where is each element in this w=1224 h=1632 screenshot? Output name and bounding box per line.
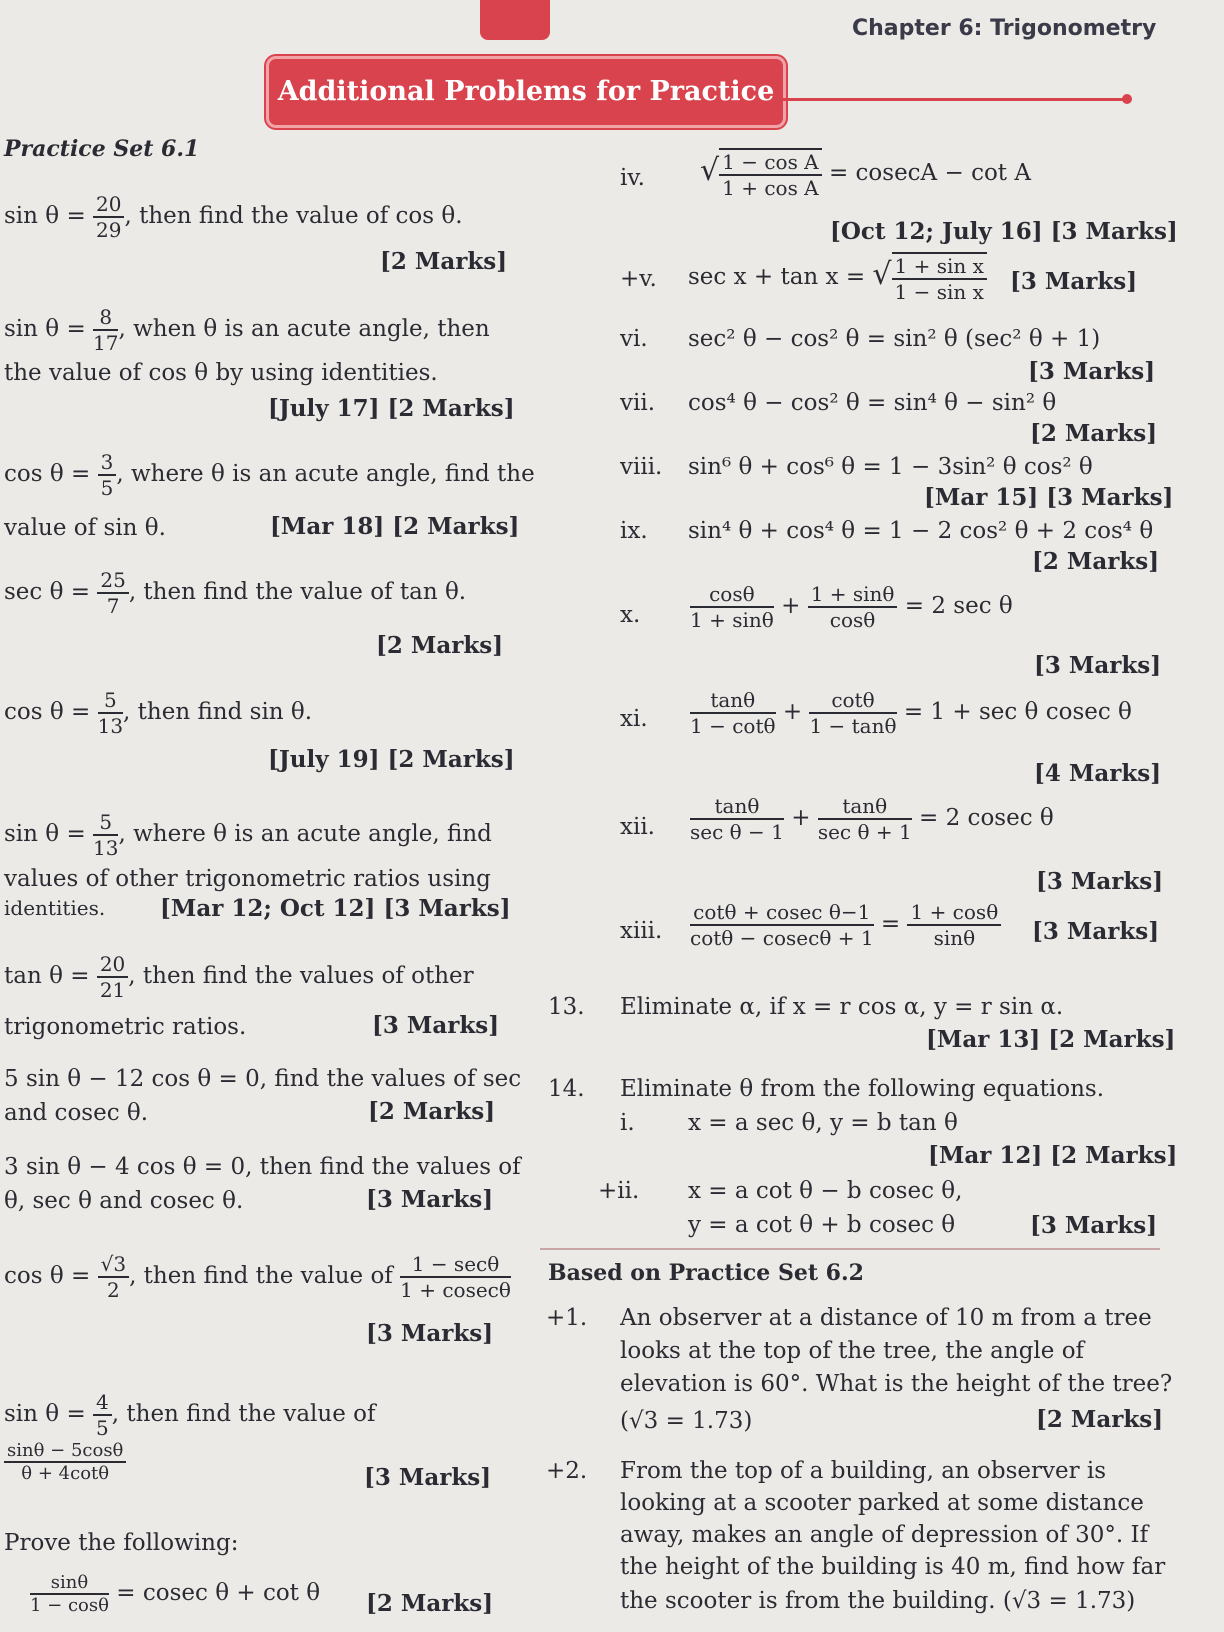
r-xi-eq xyxy=(690,688,1132,738)
r-xiii-frac2 xyxy=(907,900,1001,950)
q6-line3: identities. xyxy=(4,896,106,920)
q11-expr-num: sinθ − 5cosθ xyxy=(4,1440,126,1463)
r-xii-rhs: = 2 cosec θ xyxy=(919,805,1054,831)
q11-den: 5 xyxy=(96,1416,109,1440)
q7-line2: trigonometric ratios. xyxy=(4,1014,247,1040)
q1-num: 20 xyxy=(93,192,124,218)
q6 xyxy=(4,810,492,860)
r-xi-d2: 1 − tanθ xyxy=(809,714,897,738)
q11-marks: [3 Marks] xyxy=(364,1464,492,1491)
q5-fraction xyxy=(98,688,123,738)
q1-fraction xyxy=(93,192,124,242)
q11-text: , then find the value of xyxy=(111,1401,376,1427)
q12-marks: [2 Marks] xyxy=(366,1590,494,1617)
r-xii-d2: sec θ + 1 xyxy=(817,820,912,844)
banner-text: Additional Problems for Practice xyxy=(277,76,775,107)
p1-line2: looks at the top of the tree, the angle of xyxy=(620,1338,1085,1364)
r-xi-n2: cotθ xyxy=(809,688,896,714)
q9-marks: [3 Marks] xyxy=(366,1186,494,1213)
r-x-d1: 1 + sinθ xyxy=(690,608,774,632)
q14-i-label: i. xyxy=(620,1110,635,1136)
p1-line4: (√3 = 1.73) xyxy=(620,1408,753,1434)
r-xii-label: xii. xyxy=(620,814,655,840)
r-x-n1: cosθ xyxy=(690,582,774,608)
q3-text: , where θ is an acute angle, find the xyxy=(116,461,535,487)
r-x-n2: 1 + sinθ xyxy=(808,582,898,608)
q14-ii-eq1: x = a cot θ − b cosec θ, xyxy=(688,1178,963,1204)
q12-fraction xyxy=(30,1572,109,1616)
q2 xyxy=(4,305,490,355)
q6-lhs: sin θ = xyxy=(4,821,86,847)
p1-line1: An observer at a distance of 10 m from a tree xyxy=(620,1305,1152,1331)
r-viii-label: viii. xyxy=(620,454,663,480)
q2-lhs: sin θ = xyxy=(4,316,86,342)
q11-num: 4 xyxy=(93,1390,112,1416)
r-x-rhs: = 2 sec θ xyxy=(904,593,1013,619)
r-xii-d1: sec θ − 1 xyxy=(690,820,784,844)
p1-line3: elevation is 60°. What is the height of the tree? xyxy=(620,1371,1173,1397)
r-xiii-n2: 1 + cosθ xyxy=(907,900,1001,926)
r-xii-n1: tanθ xyxy=(690,794,784,820)
q11 xyxy=(4,1390,376,1440)
chapter-title: Chapter 6: Trigonometry xyxy=(852,16,1157,41)
q7-marks: [3 Marks] xyxy=(372,1012,500,1039)
q7-num: 20 xyxy=(97,952,128,978)
q2-marks: [July 17] [2 Marks] xyxy=(268,395,515,422)
q10-expr-num: 1 − secθ xyxy=(400,1252,511,1278)
q4-fraction xyxy=(97,568,128,618)
q12 xyxy=(30,1572,320,1616)
q10-expr-den: 1 + cosecθ xyxy=(400,1278,511,1302)
practice-set-6-2-heading: Based on Practice Set 6.2 xyxy=(548,1260,864,1286)
banner-rule xyxy=(780,98,1130,101)
r-xii-eq xyxy=(690,794,1054,844)
r-v-label: +v. xyxy=(620,266,657,292)
r-vi-marks: [3 Marks] xyxy=(1028,358,1156,385)
q8-line2: and cosec θ. xyxy=(4,1100,149,1126)
r-xiii-frac1 xyxy=(690,900,874,950)
q7-text: , then find the values of other xyxy=(128,963,474,989)
q7-lhs: tan θ = xyxy=(4,963,90,989)
r-iv-den: 1 + cos A xyxy=(722,176,819,200)
equals-sign: = xyxy=(880,911,901,937)
r-x-frac1 xyxy=(690,582,774,632)
q2-line2: the value of cos θ by using identities. xyxy=(4,360,438,386)
q10-den: 2 xyxy=(106,1278,120,1302)
q14-label: 14. xyxy=(548,1076,585,1102)
q9-line2: θ, sec θ and cosec θ. xyxy=(4,1188,244,1214)
r-xiii-d1: cotθ − cosecθ + 1 xyxy=(690,926,874,950)
q14-i-eq: x = a sec θ, y = b tan θ xyxy=(688,1110,958,1136)
q1-den: 29 xyxy=(96,218,122,242)
r-iv-num: 1 − cos A xyxy=(719,150,822,176)
q1-text: , then find the value of cos θ. xyxy=(124,203,463,229)
q11-expr-fraction xyxy=(4,1440,126,1484)
r-ix-eq: sin⁴ θ + cos⁴ θ = 1 − 2 cos² θ + 2 cos⁴ θ xyxy=(688,518,1154,544)
p2-line2: looking at a scooter parked at some distance xyxy=(620,1490,1144,1516)
q13-marks: [Mar 13] [2 Marks] xyxy=(926,1026,1176,1053)
q5-lhs: cos θ = xyxy=(4,699,91,725)
p2-line1: From the top of a building, an observer is xyxy=(620,1458,1107,1484)
q4-den: 7 xyxy=(106,594,120,618)
q3-line2: value of sin θ. xyxy=(4,515,166,541)
q4-text: , then find the value of tan θ. xyxy=(128,579,467,605)
section-banner xyxy=(266,56,786,128)
r-xi-n1: tanθ xyxy=(690,688,776,714)
q1-marks: [2 Marks] xyxy=(380,248,508,275)
q14-ii-marks: [3 Marks] xyxy=(1030,1212,1158,1239)
q8-line1: 5 sin θ − 12 cos θ = 0, find the values of sec xyxy=(4,1066,522,1092)
banner-rule-dot xyxy=(1122,94,1132,104)
q11-expr-den: θ + 4cotθ xyxy=(21,1463,110,1484)
q11-lhs: sin θ = xyxy=(4,1401,86,1427)
q7-fraction xyxy=(97,952,128,1002)
q7 xyxy=(4,952,474,1002)
q12-den: 1 − cosθ xyxy=(30,1595,109,1616)
q8-marks: [2 Marks] xyxy=(368,1098,496,1125)
q5-den: 13 xyxy=(97,714,124,738)
r-vi-eq: sec² θ − cos² θ = sin² θ (sec² θ + 1) xyxy=(688,326,1101,352)
q3-fraction xyxy=(98,450,117,500)
r-vii-marks: [2 Marks] xyxy=(1030,420,1158,447)
q12-heading: Prove the following: xyxy=(4,1530,239,1556)
r-iv-marks: [Oct 12; July 16] [3 Marks] xyxy=(830,218,1178,245)
r-ix-label: ix. xyxy=(620,518,648,544)
q9-line1: 3 sin θ − 4 cos θ = 0, then find the values of xyxy=(4,1154,521,1180)
practice-set-title: Practice Set 6.1 xyxy=(4,136,200,162)
q10-marks: [3 Marks] xyxy=(366,1320,494,1347)
q12-rhs: = cosec θ + cot θ xyxy=(116,1580,321,1606)
r-x-label: x. xyxy=(620,602,641,628)
p2-line3: away, makes an angle of depression of 30°. If xyxy=(620,1522,1149,1548)
q3-den: 5 xyxy=(100,476,114,500)
q13-text: Eliminate α, if x = r cos α, y = r sin α. xyxy=(620,994,1064,1020)
section-divider xyxy=(540,1248,1160,1250)
q6-num: 5 xyxy=(93,810,118,836)
q2-fraction xyxy=(93,305,118,355)
q14-ii-label: +ii. xyxy=(598,1178,640,1204)
q6-marks: [Mar 12; Oct 12] [3 Marks] xyxy=(160,895,511,922)
r-vii-label: vii. xyxy=(620,390,656,416)
q2-num: 8 xyxy=(93,305,118,331)
r-xi-frac2 xyxy=(809,688,896,738)
r-x-frac2 xyxy=(808,582,898,632)
r-xii-marks: [3 Marks] xyxy=(1036,868,1164,895)
plus-sign: + xyxy=(791,805,811,831)
q10-fraction xyxy=(98,1252,129,1302)
q4 xyxy=(4,568,466,618)
q14-ii-eq2: y = a cot θ + b cosec θ xyxy=(688,1212,956,1238)
r-iv-rhs: = cosecA − cot A xyxy=(828,160,1031,186)
r-xiii-d2: sinθ xyxy=(933,926,976,950)
q10-lhs: cos θ = xyxy=(4,1263,91,1289)
r-v-marks: [3 Marks] xyxy=(1010,268,1138,295)
p2-line4: the height of the building is 40 m, find how far xyxy=(620,1554,1166,1580)
r-vi-label: vi. xyxy=(620,326,648,352)
r-xi-label: xi. xyxy=(620,706,648,732)
q1-lhs: sin θ = xyxy=(4,203,86,229)
q5 xyxy=(4,688,312,738)
r-viii-eq: sin⁶ θ + cos⁶ θ = 1 − 3sin² θ cos² θ xyxy=(688,454,1093,480)
q3 xyxy=(4,450,535,500)
q14-i-marks: [Mar 12] [2 Marks] xyxy=(928,1142,1178,1169)
p1-marks: [2 Marks] xyxy=(1036,1406,1164,1433)
r-xii-n2: tanθ xyxy=(818,794,912,820)
r-x-eq xyxy=(690,582,1013,632)
q5-text: , then find sin θ. xyxy=(123,699,313,725)
r-iv-fraction xyxy=(719,148,822,200)
r-iv-label: iv. xyxy=(620,165,645,191)
q12-num: sinθ xyxy=(30,1572,109,1595)
sqrt-sign-v: √ xyxy=(872,257,892,292)
r-v-num: 1 + sin x xyxy=(892,254,987,280)
r-xi-marks: [4 Marks] xyxy=(1034,760,1162,787)
r-xiii-eq xyxy=(690,900,1001,950)
r-xiii-marks: [3 Marks] xyxy=(1032,918,1160,945)
r-xii-frac2 xyxy=(818,794,912,844)
r-xi-rhs: = 1 + sec θ cosec θ xyxy=(903,699,1132,725)
q4-num: 25 xyxy=(97,568,128,594)
r-xii-frac1 xyxy=(690,794,784,844)
r-xiii-label: xiii. xyxy=(620,918,663,944)
r-v-fraction xyxy=(892,252,987,304)
q13-label: 13. xyxy=(548,994,585,1020)
q10 xyxy=(4,1252,511,1302)
q5-marks: [July 19] [2 Marks] xyxy=(268,746,515,773)
top-red-tab xyxy=(480,0,550,40)
r-x-d2: cosθ xyxy=(829,608,876,632)
r-xiii-n1: cotθ + cosec θ−1 xyxy=(690,900,874,926)
q2-text: , when θ is an acute angle, then xyxy=(118,316,490,342)
r-x-marks: [3 Marks] xyxy=(1034,652,1162,679)
plus-sign: + xyxy=(781,593,801,619)
r-vii-eq: cos⁴ θ − cos² θ = sin⁴ θ − sin² θ xyxy=(688,390,1057,416)
r-v-den: 1 − sin x xyxy=(894,280,984,304)
plus-sign: + xyxy=(782,699,803,725)
q7-den: 21 xyxy=(99,978,126,1002)
q10-expression xyxy=(400,1252,511,1302)
q3-marks: [Mar 18] [2 Marks] xyxy=(270,513,520,540)
q11-expression xyxy=(4,1440,126,1484)
r-ix-marks: [2 Marks] xyxy=(1032,548,1160,575)
p1-label: +1. xyxy=(546,1305,588,1331)
r-v-lhs: sec x + tan x = xyxy=(688,264,866,290)
q6-line2: values of other trigonometric ratios using xyxy=(4,866,491,892)
q5-num: 5 xyxy=(98,688,123,714)
p2-line5: the scooter is from the building. (√3 = 1.73) xyxy=(620,1588,1136,1614)
q11-fraction xyxy=(93,1390,112,1440)
q6-den: 13 xyxy=(93,836,119,860)
q1 xyxy=(4,192,463,242)
r-v-eq xyxy=(688,252,987,304)
r-iv-eq xyxy=(700,148,1031,200)
p2-label: +2. xyxy=(546,1458,588,1484)
q4-lhs: sec θ = xyxy=(4,579,91,605)
r-xi-frac1 xyxy=(690,688,776,738)
q3-lhs: cos θ = xyxy=(4,461,91,487)
q10-num: √3 xyxy=(98,1252,129,1278)
q6-fraction xyxy=(93,810,118,860)
q10-text: , then find the value of xyxy=(129,1263,393,1289)
q6-text: , where θ is an acute angle, find xyxy=(118,821,492,847)
q14-text: Eliminate θ from the following equations. xyxy=(620,1076,1105,1102)
q4-marks: [2 Marks] xyxy=(376,632,504,659)
r-viii-marks: [Mar 15] [3 Marks] xyxy=(924,484,1174,511)
q2-den: 17 xyxy=(93,331,119,355)
q3-num: 3 xyxy=(98,450,117,476)
sqrt-sign: √ xyxy=(700,153,720,188)
r-xi-d1: 1 − cotθ xyxy=(690,714,776,738)
